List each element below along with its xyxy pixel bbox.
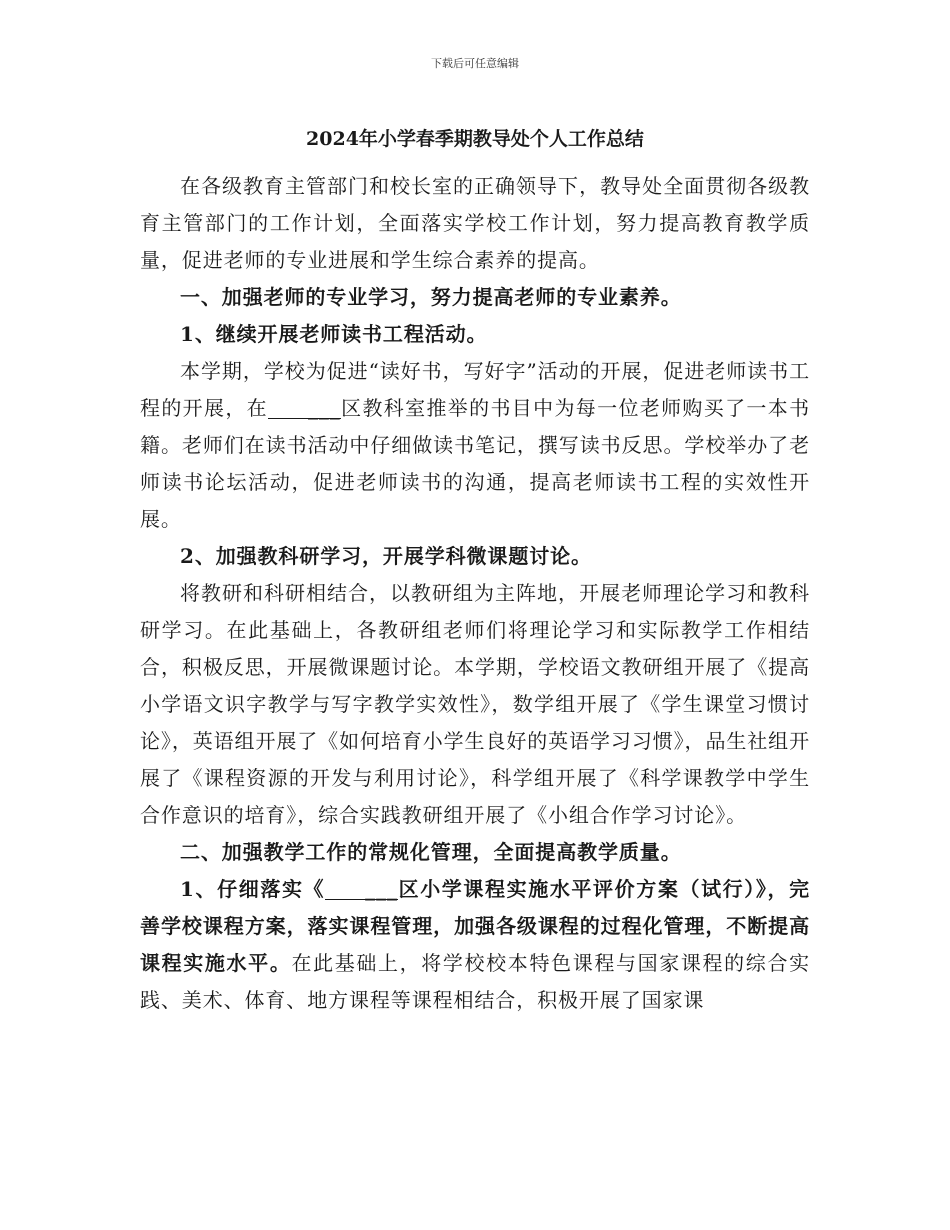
curriculum-paragraph [140, 871, 810, 1019]
intro-paragraph: 在各级教育主管部门和校长室的正确领导下，教导处全面贯彻各级教育主管部门的工作计划，全面落实学校工作计划，努力提高教育教学质量，促进老师的专业进展和学生综合素养的提高。 [140, 174, 810, 272]
district-name-blank: ___ [268, 398, 341, 419]
curriculum-bold-text-b: 区小学课程实施水平评价方案（试行）》，完善学校课程方案，落实课程管理，加强各级课程的过程化管理，不断提高课程实施水平。 [140, 877, 811, 975]
section-heading-1: 一、加强老师的专业学习，努力提高老师的专业素养。 [180, 285, 682, 309]
document-body [140, 168, 810, 1019]
reading-paragraph-text-a: 本学期，学校为促进“读好书，写好字”活动的开展，促进老师读书工程的开展，在 [140, 359, 810, 420]
reading-paragraph-text-b: 区教科室推举的书目中为每一位老师购买了一本书籍。老师们在读书活动中仔细做读书笔记，撰写读书反思。学校举办了老师读书论坛活动，促进老师读书的沟通，提高老师读书工程的实效性开展。 [140, 396, 810, 531]
subsection-heading-1-2: 2、加强教科研学习，开展学科微课题讨论。 [180, 544, 592, 568]
curriculum-rest-text: 在此基础上，将学校校本特色课程与国家课程的综合实践、美术、体育、地方课程等课程相结合，积极开展了国家课 [140, 951, 810, 1012]
research-paragraph: 将教研和科研相结合，以教研组为主阵地，开展老师理论学习和教科研学习。在此基础上，各教研组老师们将理论学习和实际教学工作相结合，积极反思，开展微课题讨论。本学期，学校语文教研组开展了《提高小学语文识字教学与写字教学实效性》，数学组开展了《学生课堂习惯讨论》，英语组开展了《如何培育小学生良好的英语学习习惯》，品生社组开展了《课程资源的开发与利用讨论》，科学组开展了《科学课教学中学生合作意识的培育》，综合实践教研组开展了《小组合作学习讨论》。 [140, 581, 810, 827]
district-name-blank-2: ___ [325, 879, 398, 900]
header-note: 下载后可任意编辑 [431, 57, 519, 70]
document-title: 2024年小学春季期教导处个人工作总结 [306, 128, 644, 150]
section-heading-2: 二、加强教学工作的常规化管理，全面提高教学质量。 [180, 840, 682, 864]
curriculum-bold-text-a: 1、仔细落实《 [180, 877, 326, 901]
subsection-heading-1-1: 1、继续开展老师读书工程活动。 [180, 322, 488, 346]
reading-project-paragraph [140, 353, 810, 538]
